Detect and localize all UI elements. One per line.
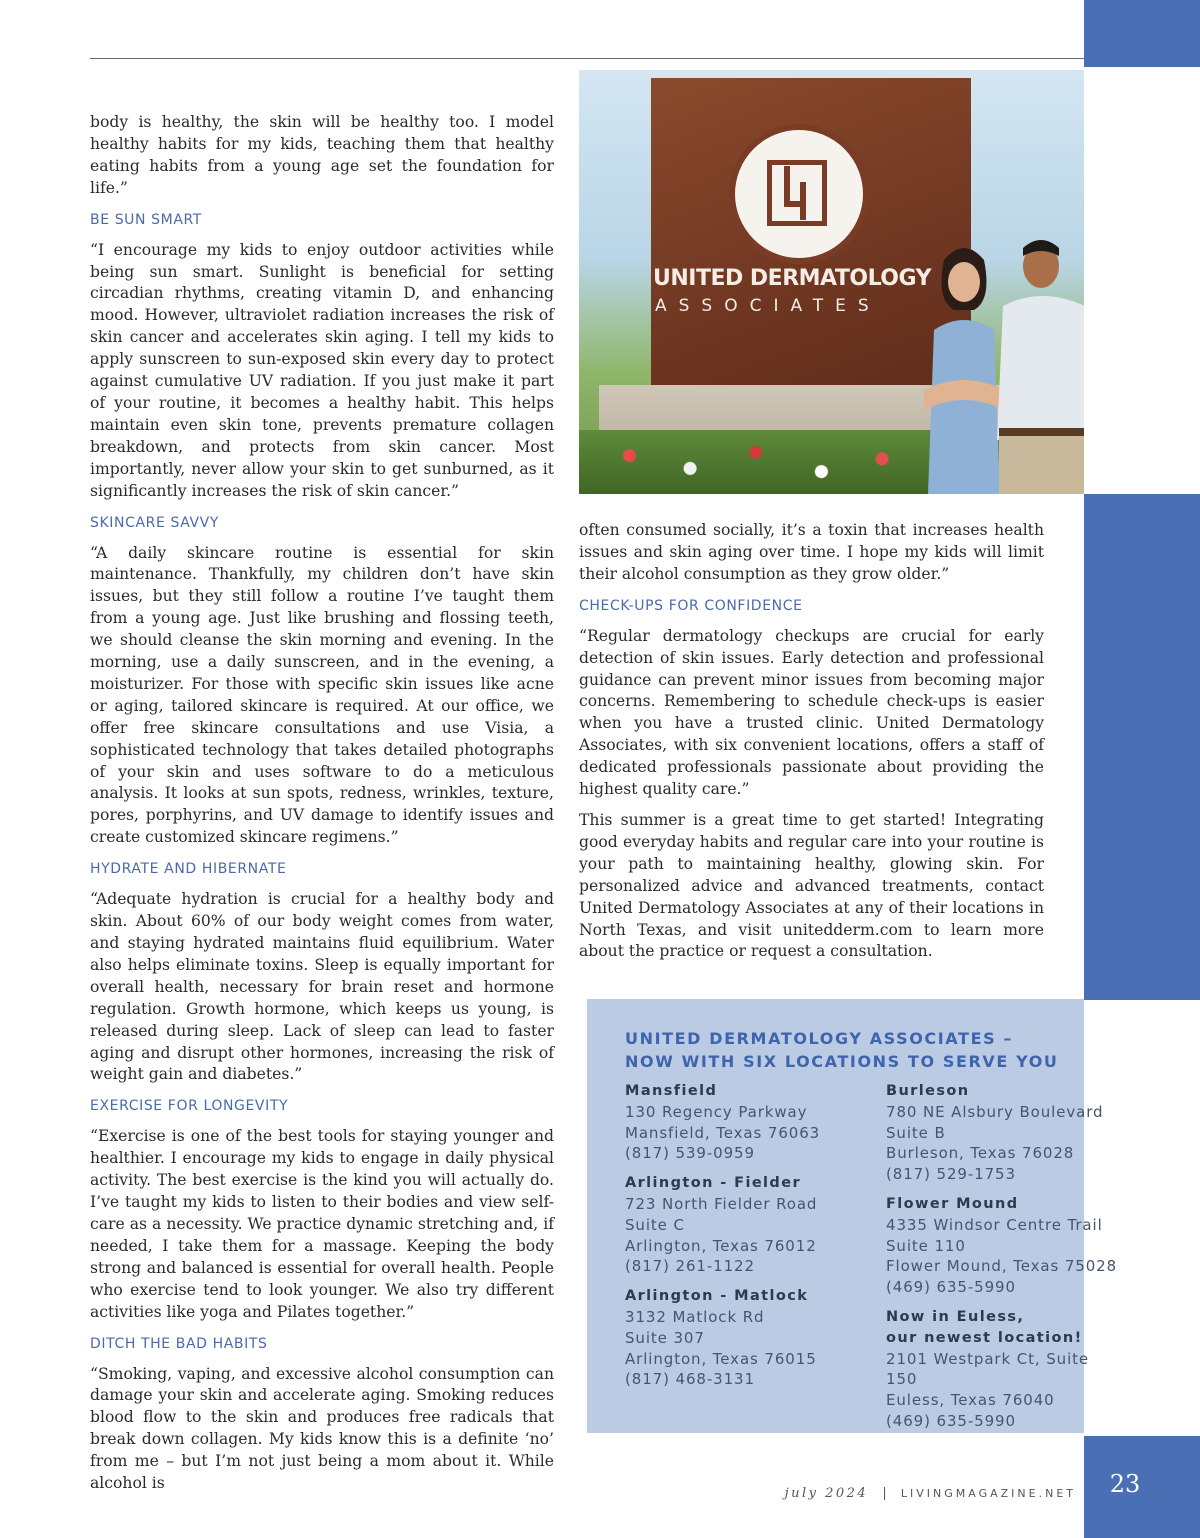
location-name: Mansfield xyxy=(625,1083,718,1099)
location-name: Now in Euless, xyxy=(886,1308,1025,1325)
phone-number: (817) 539-0959 xyxy=(625,1144,755,1163)
locations-right-column xyxy=(886,1081,1126,1441)
website-link[interactable]: LIVINGMAGAZINE.NET xyxy=(900,1487,1076,1500)
address-line: Suite C xyxy=(625,1215,685,1234)
paragraph: body is healthy, the skin will be healthy too. I model healthy habits for my kids, teaching them that healthy eating habits from a young age set the foundation for life.” xyxy=(90,113,554,197)
location-burleson xyxy=(886,1081,1126,1185)
man-figure xyxy=(989,230,1084,494)
accent-bar-top xyxy=(1084,0,1200,67)
paragraph: “Regular dermatology checkups are crucial for early detection of skin issues. Early detection and professional guidance can prevent minor issues from becoming major concerns. Remembering to schedule check-ups is easier when you have a trusted clinic. United Dermatology Associates, with six convenient locations, offers a staff of dedicated professionals passionate about providing the highest quality care.” xyxy=(579,626,1044,799)
phone-number: (817) 261-1122 xyxy=(625,1257,755,1276)
header-rule xyxy=(90,58,1084,59)
location-name: Burleson xyxy=(886,1083,970,1099)
location-name: Flower Mound xyxy=(886,1195,1019,1212)
section-heading: DITCH THE BAD HABITS xyxy=(90,1335,268,1352)
clinic-sign-photo xyxy=(579,70,1084,494)
locations-box xyxy=(587,999,1118,1433)
address-line: Suite 307 xyxy=(625,1328,705,1347)
location-name: Arlington - Matlock xyxy=(625,1288,809,1305)
paragraph: “Smoking, vaping, and excessive alcohol consumption can damage your skin and accelerate aging. Smoking reduces blood flow to the skin and produces free radicals that break down collagen. My kids know this is a definite ‘no’ from me – but I’m not just being a mom about it. While alcohol is xyxy=(90,1364,554,1493)
sign-line-1: UNITED DERMATOLOGY xyxy=(653,266,932,291)
article-left-column xyxy=(90,112,554,1504)
address-line: Burleson, Texas 76028 xyxy=(886,1144,1075,1163)
section-heading: HYDRATE AND HIBERNATE xyxy=(90,861,287,878)
issue-date: july 2024 xyxy=(784,1486,869,1501)
logo-circle xyxy=(729,124,869,264)
location-arlington-fielder xyxy=(625,1173,865,1277)
address-line: Suite B xyxy=(886,1123,946,1142)
paragraph: often consumed socially, it’s a toxin that increases health issues and skin aging over time. I hope my kids will limit their alcohol consumption as they grow older.” xyxy=(579,521,1044,583)
section-heading: BE SUN SMART xyxy=(90,211,202,228)
location-mansfield xyxy=(625,1081,865,1164)
paragraph: “A daily skincare routine is essential for skin maintenance. Thankfully, my children don’t have skin issues, but they still follow a routine I’ve taught them from a young age. Just like brushing and flossing teeth, we should cleanse the skin morning and evening. In the morning, use a daily sunscreen, and in the evening, a moisturizer. For those with specific skin issues like acne or aging, tailored skincare is required. At our office, we offer free skincare consultations and use Visia, a sophisticated technology that takes detailed photographs of your skin and uses software to do a meticulous analysis. It looks at sun spots, redness, wrinkles, texture, pores, porphyrins, and UV damage to identify issues and create customized skincare regimens.” xyxy=(90,543,554,847)
location-name: our newest location! xyxy=(886,1329,1083,1346)
paragraph: “Adequate hydration is crucial for a healthy body and skin. About 60% of our body weight comes from water, and staying hydrated maintains fluid equilibrium. Water also helps eliminate toxins. Sleep is equally important for overall health, necessary for brain reset and hormone regulation. Growth hormone, which keeps us young, is released during sleep. Lack of sleep can lead to faster aging and disrupt other hormones, increasing the risk of weight gain and diabetes.” xyxy=(90,890,554,1084)
location-name: Arlington - Fielder xyxy=(625,1175,801,1192)
phone-number: (469) 635-5990 xyxy=(886,1278,1016,1297)
address-line: 3132 Matlock Rd xyxy=(625,1307,765,1326)
address-line: Mansfield, Texas 76063 xyxy=(625,1123,821,1142)
locations-title: UNITED DERMATOLOGY ASSOCIATES – NOW WITH SIX LOCATIONS TO SERVE YOU xyxy=(625,1029,1059,1071)
address-line: Arlington, Texas 76012 xyxy=(625,1236,817,1255)
section-heading: SKINCARE SAVVY xyxy=(90,514,219,531)
paragraph: “Exercise is one of the best tools for staying younger and healthier. I encourage my kids to engage in daily physical activity. The best exercise is the kind you will actually do. I’ve taught my kids to listen to their bodies and view self-care as a necessity. We practice dynamic stretching and, if needed, I take them for a massage. Keeping the body strong and balanced is essential for overall health. People who exercise tend to look younger. We also try different activities like yoga and Pilates together.” xyxy=(90,1127,554,1321)
address-line: Flower Mound, Texas 75028 xyxy=(886,1257,1118,1276)
address-line: Suite 110 xyxy=(886,1236,966,1255)
location-euless xyxy=(886,1307,1126,1432)
page-footer xyxy=(780,1486,1076,1501)
article-right-column xyxy=(579,520,1044,972)
footer-separator: | xyxy=(882,1486,887,1501)
logo-icon xyxy=(767,160,827,226)
address-line: 130 Regency Parkway xyxy=(625,1102,808,1121)
address-line: 723 North Fielder Road xyxy=(625,1194,818,1213)
page-number: 23 xyxy=(1109,1470,1141,1498)
address-line: 780 NE Alsbury Boulevard xyxy=(886,1102,1104,1121)
phone-number: (817) 468-3131 xyxy=(625,1370,755,1389)
location-arlington-matlock xyxy=(625,1286,865,1390)
accent-bar-right xyxy=(1084,494,1200,1000)
address-line: 4335 Windsor Centre Trail xyxy=(886,1215,1103,1234)
address-line: Arlington, Texas 76015 xyxy=(625,1349,817,1368)
address-line: Euless, Texas 76040 xyxy=(886,1391,1055,1410)
paragraph: “I encourage my kids to enjoy outdoor activities while being sun smart. Sunlight is beneficial for setting circadian rhythms, creating vitamin D, and enhancing mood. However, ultraviolet radiation increases the risk of skin cancer and accelerates skin aging. I tell my kids to apply sunscreen to sun-exposed skin every day to protect against cumulative UV radiation. If you just make it part of your routine, it becomes a healthy habit. This helps maintain even skin tone, prevents premature collagen breakdown, and protects from skin cancer. Most importantly, never allow your skin to get sunburned, as it significantly increases the risk of skin cancer.” xyxy=(90,240,554,500)
section-heading: EXERCISE FOR LONGEVITY xyxy=(90,1098,289,1115)
paragraph: This summer is a great time to get started! Integrating good everyday habits and regular care into your routine is your path to maintaining healthy, glowing skin. For personalized advice and advanced treatments, contact United Dermatology Associates at any of their locations in North Texas, and visit unitedderm.com to learn more about the practice or request a consultation. xyxy=(579,810,1044,961)
sign-line-2: ASSOCIATES xyxy=(655,296,881,316)
section-heading: CHECK-UPS FOR CONFIDENCE xyxy=(579,597,803,614)
address-line: 2101 Westpark Ct, Suite 150 xyxy=(886,1349,1090,1389)
phone-number: (817) 529-1753 xyxy=(886,1165,1016,1184)
location-flower-mound xyxy=(886,1194,1126,1298)
phone-number: (469) 635-5990 xyxy=(886,1411,1016,1430)
locations-left-column xyxy=(625,1081,865,1399)
